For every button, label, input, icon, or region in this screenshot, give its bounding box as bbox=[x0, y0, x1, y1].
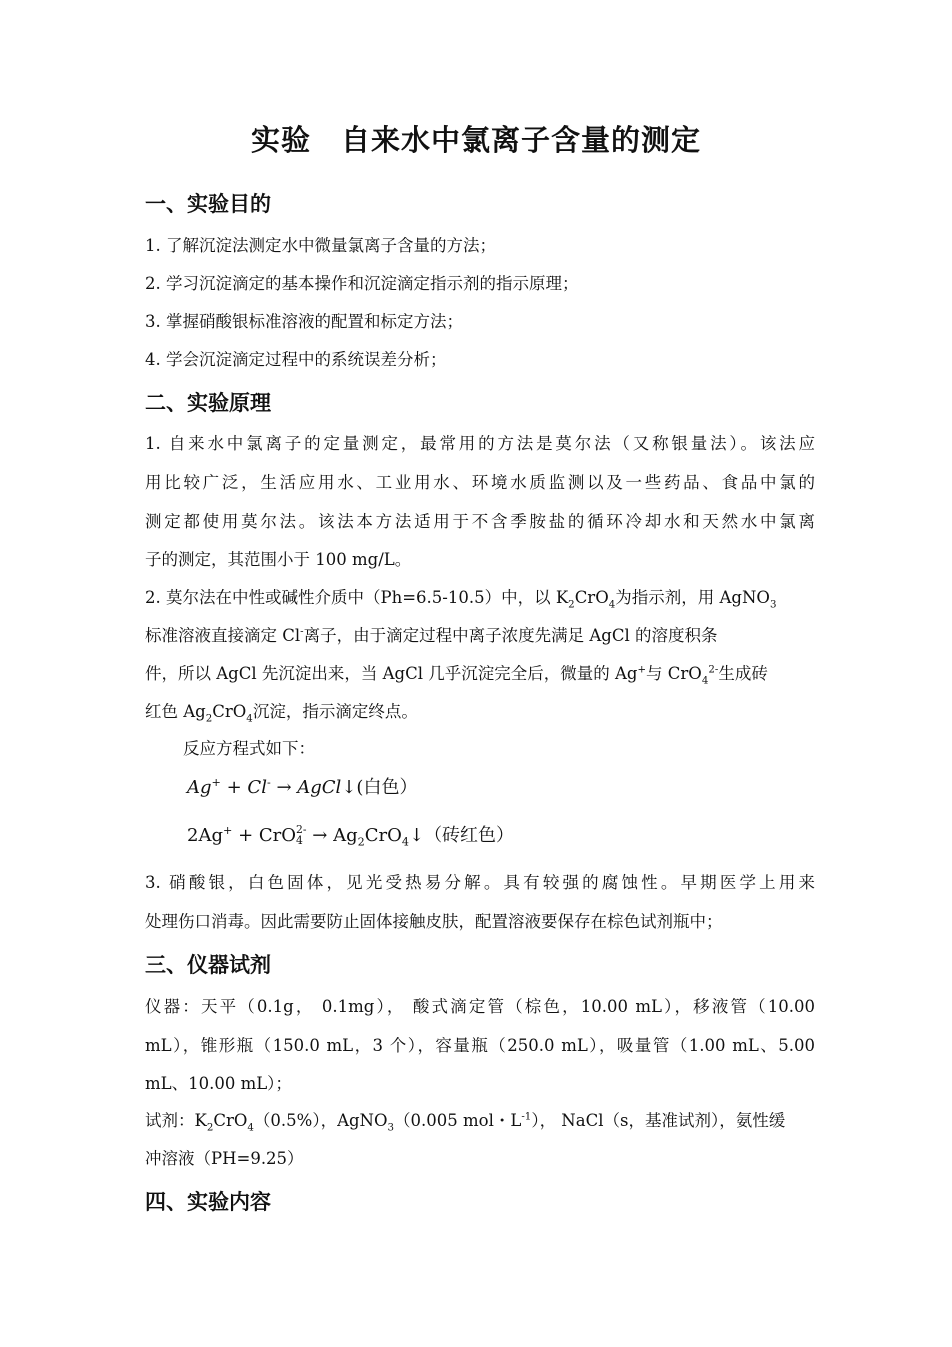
subscript: 2 bbox=[206, 1122, 214, 1134]
eq-note: （砖红色） bbox=[424, 825, 515, 846]
text-run: 离子，由于滴定过程中离子浓度先满足 AgCl 的溶度积条 bbox=[303, 626, 718, 645]
superscript: - bbox=[300, 626, 304, 638]
paragraph-line: 冲溶液（PH=9.25） bbox=[145, 1149, 304, 1168]
subscript: 4 bbox=[701, 675, 709, 687]
subscript: 4 bbox=[608, 599, 616, 611]
text-run: 2. 莫尔法在中性或碱性介质中（Ph=6.5-10.5）中，以 K bbox=[145, 588, 569, 607]
eq-term: CrO bbox=[258, 825, 297, 846]
paragraph-line bbox=[145, 699, 815, 725]
text-run: CrO bbox=[574, 588, 609, 607]
superscript: + bbox=[637, 664, 647, 676]
subscript: 2 bbox=[357, 835, 365, 849]
list-item: 2. 学习沉淀滴定的基本操作和沉淀滴定指示剂的指示原理； bbox=[145, 274, 579, 293]
eq-term: 2Ag bbox=[187, 825, 223, 846]
text-run: ）， NaCl（s，基准试剂），氨性缓 bbox=[531, 1111, 786, 1130]
text-run: 生成砖 bbox=[718, 664, 768, 683]
text-run: 件，所以 AgCl 先沉淀出来，当 AgCl 几乎沉淀完全后，微量的 Ag bbox=[145, 664, 638, 683]
superscript: + bbox=[211, 776, 221, 789]
equation-white-precipitate bbox=[187, 774, 417, 802]
superscript: + bbox=[222, 824, 233, 837]
text-run: （0.5%），AgNO bbox=[253, 1111, 388, 1130]
paragraph-line: 用比较广泛，生活应用水、工业用水、环境水质监测以及一些药品、食品中氯的 bbox=[145, 473, 815, 492]
paragraph-line bbox=[145, 1108, 815, 1134]
section-heading-principle: 二、实验原理 bbox=[145, 391, 271, 415]
text-run: （0.005 mol・L bbox=[394, 1111, 522, 1130]
equation-brick-red-precipitate bbox=[187, 822, 514, 850]
subscript: 4 bbox=[401, 835, 409, 849]
list-item: 4. 学会沉淀滴定过程中的系统误差分析； bbox=[145, 350, 447, 369]
text-run: 与 CrO bbox=[646, 664, 702, 683]
superscript: 2- bbox=[708, 664, 719, 676]
arrow-right-icon: → bbox=[306, 825, 334, 846]
text-run: 红色 Ag bbox=[145, 702, 206, 721]
eq-term: AgCl bbox=[297, 777, 342, 798]
paragraph-line: 子的测定，其范围小于 100 mg/L。 bbox=[145, 550, 412, 569]
paragraph-line: mL），锥形瓶（150.0 mL，3 个），容量瓶（250.0 mL），吸量管（1.00 mL、5.00 bbox=[145, 1036, 815, 1055]
text-run: 沉淀，指示滴定终点。 bbox=[252, 702, 418, 721]
paragraph-line: 1. 自来水中氯离子的定量测定，最常用的方法是莫尔法（又称银量法）。该法应 bbox=[145, 434, 815, 453]
subscript: 4 bbox=[296, 834, 303, 847]
text-run: 标准溶液直接滴定 Cl bbox=[145, 626, 301, 645]
superscript: -1 bbox=[521, 1111, 532, 1123]
eq-term: Ag bbox=[333, 825, 358, 846]
paragraph-line bbox=[145, 661, 815, 687]
subscript: 2 bbox=[205, 713, 213, 725]
section-heading-instruments: 三、仪器试剂 bbox=[145, 953, 271, 977]
paragraph-line: 测定都使用莫尔法。该法本方法适用于不含季胺盐的循环冷却水和天然水中氯离 bbox=[145, 512, 815, 531]
paragraph-line: 处理伤口消毒。因此需要防止固体接触皮肤，配置溶液要保存在棕色试剂瓶中； bbox=[145, 912, 723, 931]
subscript: 2 bbox=[568, 599, 575, 611]
arrow-right-icon: → bbox=[270, 777, 298, 798]
eq-operator: + bbox=[220, 777, 248, 798]
eq-operator: + bbox=[232, 825, 259, 846]
text-run: 试剂：K bbox=[145, 1111, 207, 1130]
paragraph-line: mL、10.00 mL）； bbox=[145, 1074, 292, 1093]
subscript: 4 bbox=[247, 1122, 254, 1134]
superscript: - bbox=[266, 776, 271, 789]
subscript: 3 bbox=[387, 1122, 395, 1134]
text-run: CrO bbox=[212, 702, 247, 721]
equation-intro: 反应方程式如下： bbox=[183, 739, 315, 758]
section-heading-purpose: 一、实验目的 bbox=[145, 192, 271, 216]
paragraph-line: 仪器：天平（0.1g， 0.1mg）， 酸式滴定管（棕色，10.00 mL），移液管（10.00 bbox=[145, 997, 815, 1016]
arrow-down-icon: ↓ bbox=[341, 777, 357, 798]
list-item: 1. 了解沉淀法测定水中微量氯离子含量的方法； bbox=[145, 236, 496, 255]
subscript: 3 bbox=[769, 599, 777, 611]
paragraph-line bbox=[145, 623, 815, 649]
paragraph-line: 3. 硝酸银，白色固体，见光受热易分解。具有较强的腐蚀性。早期医学上用来 bbox=[145, 873, 815, 892]
eq-term: CrO bbox=[364, 825, 402, 846]
text-run: CrO bbox=[213, 1111, 248, 1130]
section-heading-content: 四、实验内容 bbox=[145, 1190, 271, 1214]
text-run: 为指示剂，用 AgNO bbox=[615, 588, 770, 607]
arrow-down-icon: ↓ bbox=[408, 825, 425, 846]
superscript: 2- bbox=[296, 823, 307, 837]
eq-term: Cl bbox=[247, 777, 267, 798]
eq-note: (白色） bbox=[356, 777, 418, 798]
page-title: 实验 自来水中氯离子含量的测定 bbox=[250, 123, 701, 157]
paragraph-line bbox=[145, 585, 815, 611]
eq-term: Ag bbox=[187, 777, 212, 798]
subscript: 4 bbox=[246, 713, 253, 725]
list-item: 3. 掌握硝酸银标准溶液的配置和标定方法； bbox=[145, 312, 463, 331]
